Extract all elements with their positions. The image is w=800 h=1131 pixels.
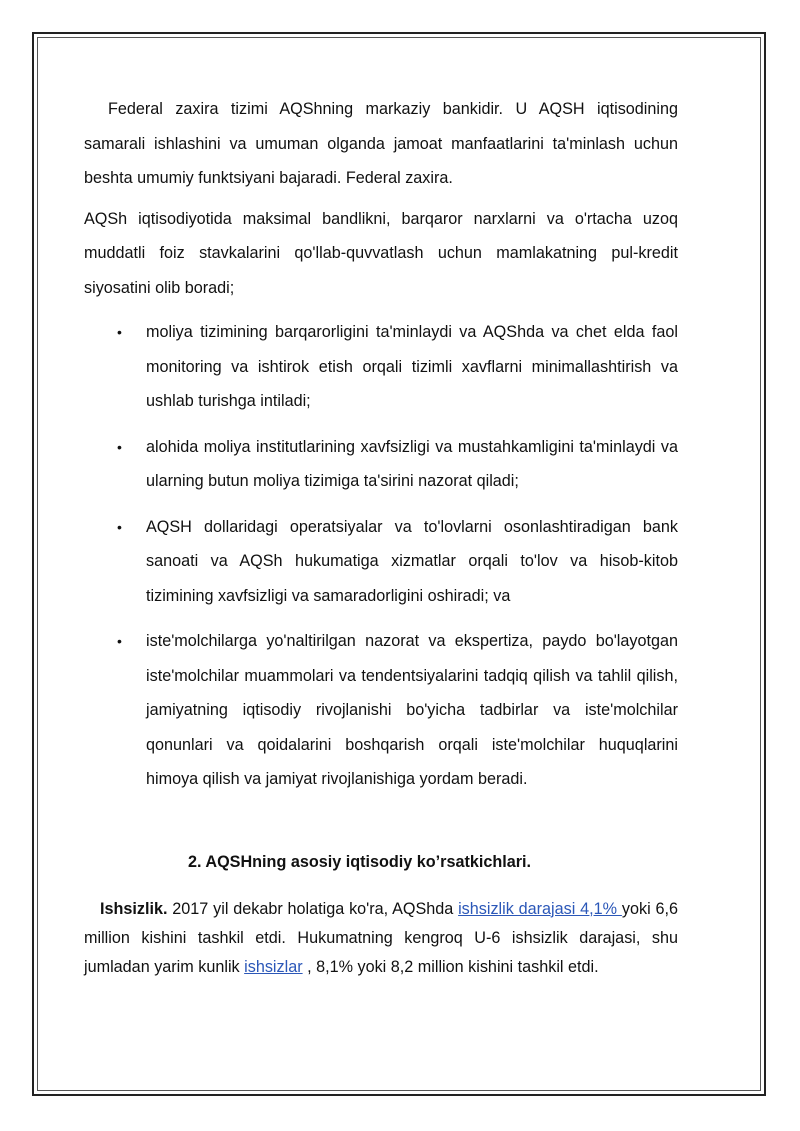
bullet-icon: •	[117, 438, 122, 455]
paragraph-policy: AQSh iqtisodiyotida maksimal bandlikni, barqaror narxlarni va o'rtacha uzoq muddatli foiz stavkalarini qo'llab-quvvatlash uchun mamlakatning pul-kredit siyosatini olib boradi;	[84, 209, 678, 297]
list-item-text: moliya tizimining barqarorligini ta'minlaydi va AQShda va chet elda faol monitoring va ishtirok etish orqali tizimli xavflarni minimallashtirish va ushlab turishga intiladi;	[146, 323, 678, 410]
document-body	[84, 92, 678, 982]
paragraph-intro: Federal zaxira tizimi AQShning markaziy bankidir. U AQSH iqtisodining samarali ishlashini va umuman olganda jamoat manfaatlarini ta'minlash uchun beshta umumiy funktsiyani bajaradi. Federal zaxira.	[84, 100, 678, 187]
text-segment: yoki 6,6 million kishini tashkil etdi. Hukumatning kengroq U-6 ishsizlik darajasi, shu jumladan yarim kunlik	[84, 899, 678, 976]
term-bold: Ishsizlik.	[100, 899, 168, 918]
list-item-text: alohida moliya institutlarining xavfsizligi va mustahkamligini ta'minlaydi va ularning butun moliya tizimiga ta'sirini nazorat qiladi;	[146, 437, 678, 490]
unemployment-rate-link[interactable]: ishsizlik darajasi 4,1%	[458, 899, 622, 918]
list-item	[84, 510, 678, 614]
list-item-text: AQSH dollaridagi operatsiyalar va to'lovlarni osonlashtiradigan bank sanoati va AQSh hukumatiga xizmatlar orqali to'lov va hisob-kitob tizimining xavfsizligi va samaradorligini oshiradi; va	[146, 517, 678, 605]
list-item	[84, 624, 678, 797]
list-item	[84, 315, 678, 419]
section-heading: 2. AQSHning asosiy iqtisodiy ko’rsatkichlari.	[188, 852, 532, 871]
bullet-icon: •	[117, 324, 122, 340]
bullet-icon: •	[117, 518, 122, 535]
text-segment: , 8,1% yoki 8,2 million kishini tashkil etdi.	[302, 957, 599, 976]
functions-list	[84, 315, 678, 797]
text-segment: 2017 yil dekabr holatiga ko'ra, AQShda	[167, 899, 459, 918]
list-item	[84, 430, 678, 499]
paragraph-unemployment	[84, 895, 678, 982]
list-item-text: iste'molchilarga yo'naltirilgan nazorat va ekspertiza, paydo bo'layotgan iste'molchilar muammolari va tendentsiyalarini tadqiq qilish va tahlil qilish, jamiyatning iqtisodiy rivojlanishi bo'yicha tadbirlar va iste'molchilar qonunlari va qoidalarini boshqarish orqali iste'molchilar huquqlarini himoya qilish va jamiyat rivojlanishiga yordam beradi.	[146, 632, 678, 788]
unemployed-link[interactable]: ishsizlar	[244, 957, 303, 976]
bullet-icon: •	[117, 633, 122, 649]
